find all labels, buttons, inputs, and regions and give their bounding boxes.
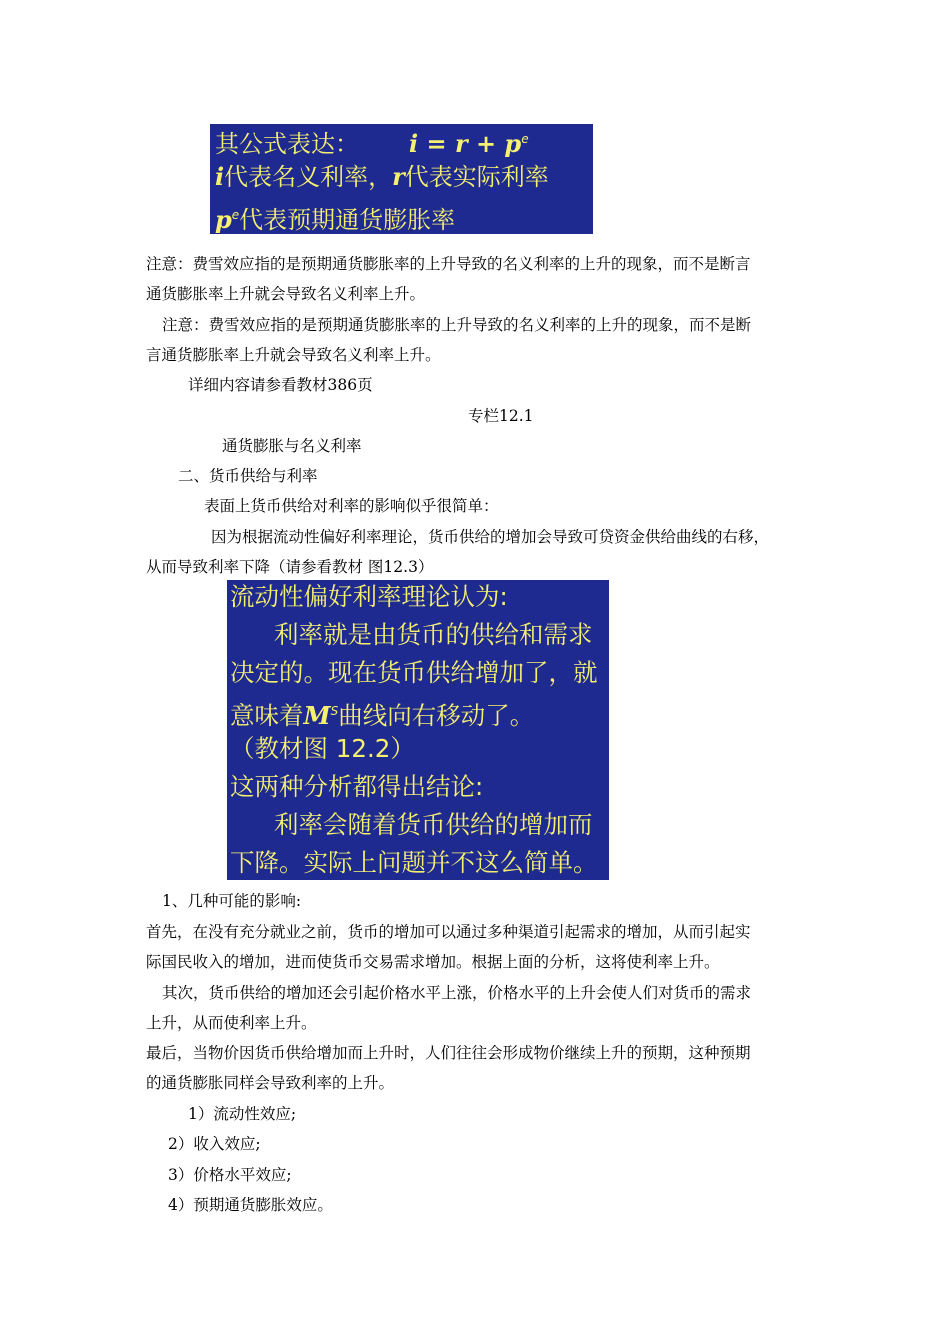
because-paragraph-cont: 从而导致利率下降（请参看教材 图12.3） — [146, 558, 434, 576]
liquidity-theory-slide — [227, 580, 609, 880]
fisher-formula: i = r + p — [409, 129, 522, 158]
note-paragraph-2: 注意：费雪效应指的是预期通货膨胀率的上升导致的名义利率的上升的现象，而不是断 — [162, 316, 752, 334]
formula-definition-1: i代表名义利率，r代表实际利率 — [215, 162, 549, 191]
first-paragraph: 首先，在没有充分就业之前，货币的增加可以通过多种渠道引起需求的增加，从而引起实 — [146, 923, 751, 941]
slide-line: 决定的。现在货币供给增加了，就 — [230, 658, 598, 687]
list-item: 4）预期通货膨胀效应。 — [168, 1196, 333, 1214]
formula-definition-2: $p^e$代表预期通货膨胀率 — [215, 205, 456, 234]
slide-line: 意味着$M^S$曲线向右移动了。 — [230, 701, 535, 731]
second-paragraph: 其次，货币供给的增加还会引起价格水平上涨，价格水平的上升会使人们对货币的需求 — [162, 984, 752, 1002]
box-subtitle: 通货膨胀与名义利率 — [222, 437, 362, 455]
effects-heading: 1、几种可能的影响: — [162, 892, 302, 910]
formula-slide — [210, 124, 593, 234]
slide-line: 流动性偏好利率理论认为: — [230, 582, 508, 611]
intro-sentence: 表面上货币供给对利率的影响似乎很简单： — [204, 497, 499, 515]
last-paragraph-cont: 的通货膨胀同样会导致利率的上升。 — [146, 1074, 395, 1092]
slide-line: 利率就是由货币的供给和需求 — [274, 620, 593, 649]
textbook-reference: 详细内容请参看教材386页 — [188, 376, 373, 394]
list-item: 3）价格水平效应; — [168, 1166, 292, 1184]
slide-line: 下降。实际上问题并不这么简单。 — [230, 848, 598, 877]
second-paragraph-cont: 上升，从而使利率上升。 — [146, 1014, 317, 1032]
slide-line: 利率会随着货币供给的增加而 — [274, 810, 593, 839]
last-paragraph: 最后，当物价因货币供给增加而上升时，人们往往会形成物价继续上升的预期，这种预期 — [146, 1044, 751, 1062]
note-paragraph-2-cont: 言通货膨胀率上升就会导致名义利率上升。 — [146, 346, 441, 364]
box-title: 专栏12.1 — [468, 407, 534, 425]
because-paragraph: 因为根据流动性偏好利率理论，货币供给的增加会导致可贷资金供给曲线的右移， — [211, 528, 770, 546]
formula-line: 其公式表达： $i = r + p^e$ — [215, 129, 529, 158]
slide-line: 这两种分析都得出结论: — [230, 772, 484, 801]
list-item: 1）流动性效应; — [188, 1105, 297, 1123]
list-item: 2）收入效应; — [168, 1135, 261, 1153]
note-paragraph-1-cont: 通货膨胀率上升就会导致名义利率上升。 — [146, 285, 426, 303]
note-paragraph-1: 注意：费雪效应指的是预期通货膨胀率的上升导致的名义利率的上升的现象，而不是断言 — [146, 255, 751, 273]
first-paragraph-cont: 际国民收入的增加，进而使货币交易需求增加。根据上面的分析，这将使利率上升。 — [146, 953, 720, 971]
slide-line: （教材图 12.2） — [230, 734, 415, 763]
section-heading: 二、货币供给与利率 — [178, 467, 318, 485]
